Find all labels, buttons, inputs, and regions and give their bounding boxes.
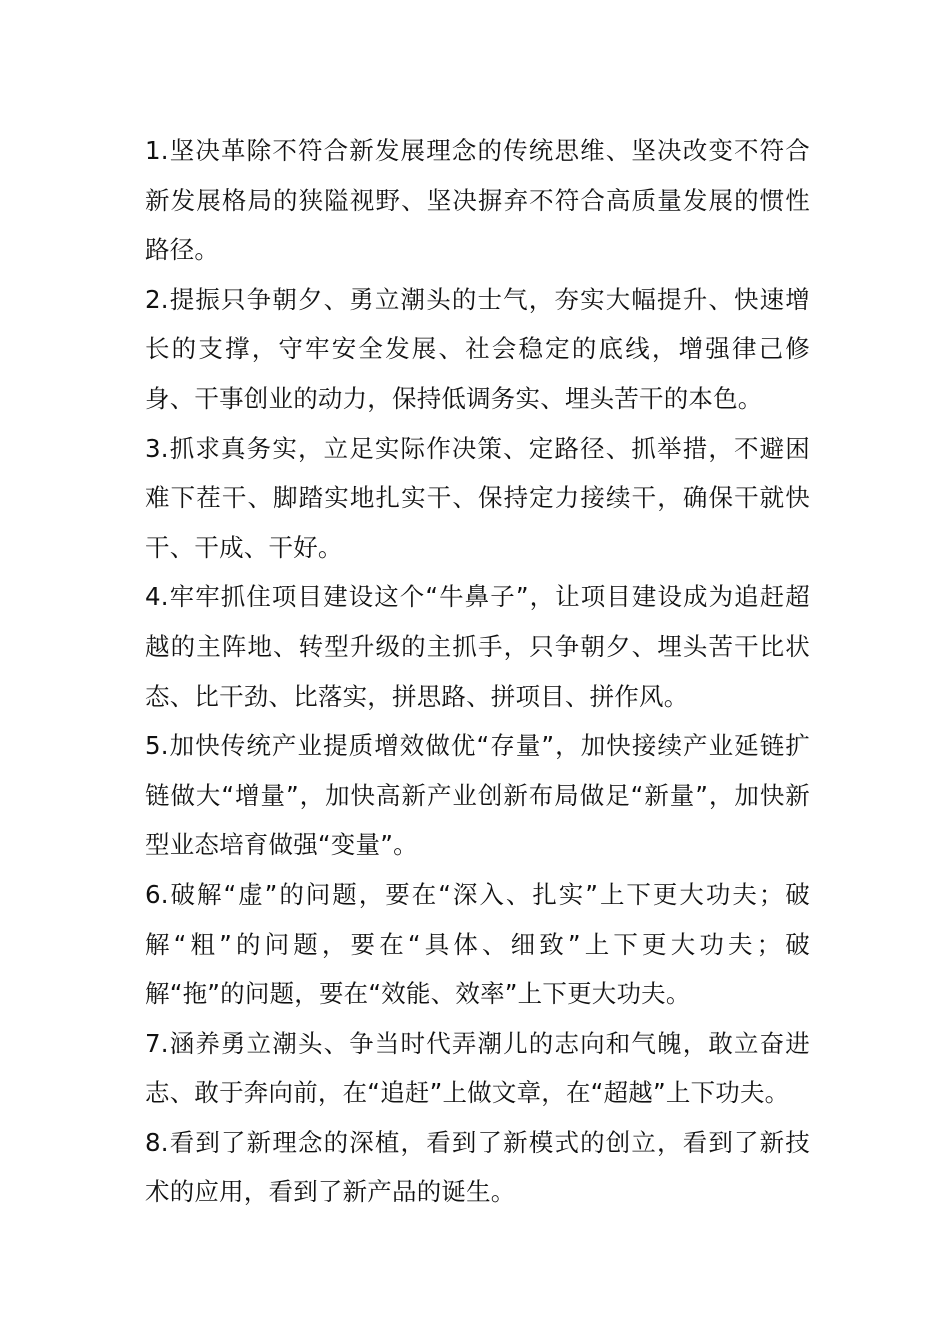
paragraph-6: 6.破解“虚”的问题，要在“深入、扎实”上下更大功夫；破解“粗”的问题，要在“具体、细致”上下更大功夫；破解“拖”的问题，要在“效能、效率”上下更大功夫。 — [145, 879, 810, 1009]
paragraph-7: 7.涵养勇立潮头、争当时代弄潮儿的志向和气魄，敢立奋进志、敢于奔向前，在“追赶”上做文章，在“超越”上下功夫。 — [145, 1028, 810, 1108]
paragraph-3: 3.抓求真务实，立足实际作决策、定路径、抓举措，不避困难下茬干、脚踏实地扎实干、保持定力接续干，确保干就快干、干成、干好。 — [145, 433, 810, 562]
paragraph-4: 4.牢牢抓住项目建设这个“牛鼻子”，让项目建设成为追赶超越的主阵地、转型升级的主抓手，只争朝夕、埋头苦干比状态、比干劲、比落实，拼思路、拼项目、拼作风。 — [145, 582, 810, 711]
document-body — [145, 126, 810, 1217]
paragraph-5: 5.加快传统产业提质增效做优“存量”，加快接续产业延链扩链做大“增量”，加快高新产业创新布局做足“新量”，加快新型业态培育做强“变量”。 — [145, 731, 810, 860]
paragraph-2: 2.提振只争朝夕、勇立潮头的士气，夯实大幅提升、快速增长的支撑，守牢安全发展、社会稳定的底线，增强律己修身、干事创业的动力，保持低调务实、埋头苦干的本色。 — [145, 284, 810, 413]
paragraph-1: 1.坚决革除不符合新发展理念的传统思维、坚决改变不符合新发展格局的狭隘视野、坚决摒弃不符合高质量发展的惯性路径。 — [145, 136, 810, 265]
paragraph-8: 8.看到了新理念的深植，看到了新模式的创立，看到了新技术的应用，看到了新产品的诞生。 — [145, 1127, 810, 1207]
